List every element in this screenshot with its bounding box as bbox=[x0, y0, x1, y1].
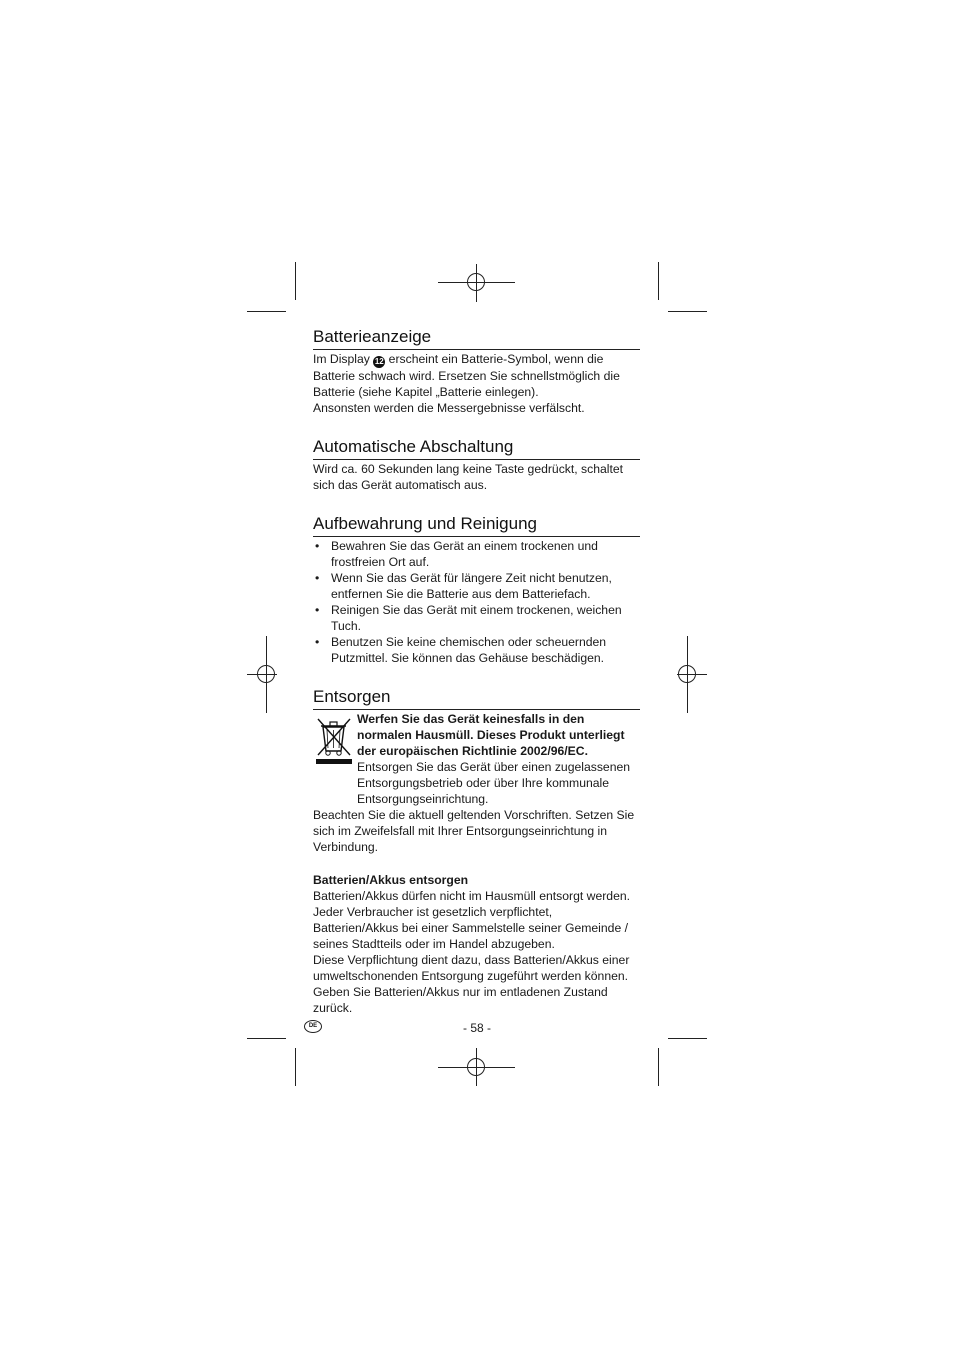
language-badge: DE bbox=[304, 1020, 322, 1033]
disposal-block bbox=[313, 711, 640, 807]
disposal-text-1: Entsorgen Sie das Gerät über einen zugelassenen Entsorgungsbetrieb oder über Ihre kommunale Entsorgungseinrichtung. bbox=[357, 760, 631, 806]
storage-section-title: Aufbewahrung und Reinigung bbox=[313, 513, 640, 537]
disposal-text-2: Beachten Sie die aktuell geltenden Vorschriften. Setzen Sie sich im Zweifelsfall mit Ihrer Entsorgungseinrichtung in Verbindung. bbox=[313, 808, 635, 854]
autooff-text: Wird ca. 60 Sekunden lang keine Taste gedrückt, schaltet sich das Gerät automatisch aus. bbox=[313, 462, 624, 492]
list-item: • Reinigen Sie das Gerät mit einem trockenen, weichen Tuch. bbox=[313, 602, 640, 634]
batteries-text-1: Batterien/Akkus dürfen nicht im Hausmüll entsorgt werden. Jeder Verbraucher ist gesetzlich verpflichtet, Batterien/Akkus bei einer Sammelstelle seiner Gemeinde / seines Stadtteils oder im Handel abzugeben. bbox=[313, 889, 631, 951]
weee-crossed-bin-icon bbox=[315, 715, 353, 765]
storage-list bbox=[313, 538, 640, 666]
batteries-subtitle: Batterien/Akkus entsorgen bbox=[313, 873, 469, 887]
display-number-badge: 12 bbox=[374, 357, 384, 366]
battery-text: Im Display 12 erscheint ein Batterie-Symbol, wenn die Batterie schwach wird. Ersetzen Sie schnellstmöglich die Batterie (siehe Kapitel „Batterie einlegen). bbox=[313, 352, 620, 399]
list-item: • Benutzen Sie keine chemischen oder scheuernden Putzmittel. Sie können das Gehäuse beschädigen. bbox=[313, 634, 640, 666]
battery-text-2: Ansonsten werden die Messergebnisse verfälscht. bbox=[313, 401, 585, 415]
list-item: • Wenn Sie das Gerät für längere Zeit nicht benutzen, entfernen Sie die Batterie aus dem Batteriefach. bbox=[313, 570, 640, 602]
page-number: - 58 - bbox=[462, 1021, 491, 1035]
page-content bbox=[313, 326, 640, 1016]
disposal-warning: Werfen Sie das Gerät keinesfalls in den normalen Hausmüll. Dieses Produkt unterliegt der europäischen Richtlinie 2002/96/EC. bbox=[357, 712, 625, 758]
battery-section-title: Batterieanzeige bbox=[313, 326, 640, 350]
batteries-text-2: Diese Verpflichtung dient dazu, dass Batterien/Akkus einer umweltschonenden Entsorgung zugeführt werden können. Geben Sie Batterien/Akkus nur im entladenen Zustand zurück. bbox=[313, 953, 630, 1015]
list-item: • Bewahren Sie das Gerät an einem trockenen und frostfreien Ort auf. bbox=[313, 538, 640, 570]
autooff-section-title: Automatische Abschaltung bbox=[313, 436, 640, 460]
disposal-section-title: Entsorgen bbox=[313, 686, 640, 710]
